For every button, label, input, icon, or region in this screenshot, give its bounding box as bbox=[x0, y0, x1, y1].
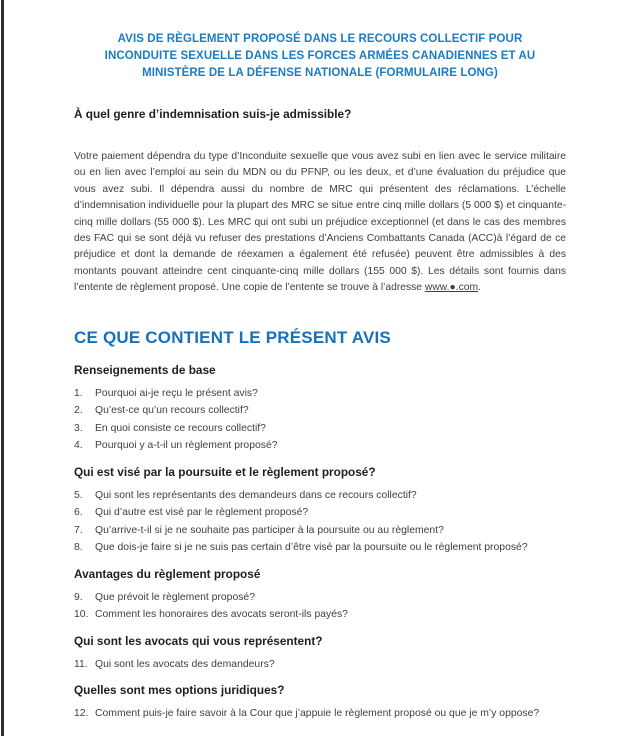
toc-section-heading-who-covered: Qui est visé par la poursuite et le règlement proposé? bbox=[74, 464, 376, 479]
toc-item-number: 2. bbox=[74, 405, 83, 417]
document-title bbox=[74, 31, 566, 82]
toc-item bbox=[74, 437, 566, 455]
page-left-edge-scan-line bbox=[1, 0, 4, 736]
toc-item-text: Qui d’autre est visé par le règlement proposé? bbox=[95, 507, 309, 519]
toc-heading: CE QUE CONTIENT LE PRÉSENT AVIS bbox=[74, 327, 391, 347]
toc-item-number: 12. bbox=[74, 708, 89, 720]
document-title-line-2: INCONDUITE SEXUELLE DANS LES FORCES ARMÉES CANADIENNES ET AU bbox=[104, 50, 536, 62]
toc-item bbox=[74, 522, 566, 540]
toc-item bbox=[74, 705, 566, 723]
toc-item bbox=[74, 656, 566, 674]
settlement-website-link[interactable]: www.●.com bbox=[424, 282, 479, 294]
toc-item-text: Que dois-je faire si je ne suis pas certain d’être visé par la poursuite ou le règlement proposé? bbox=[95, 542, 528, 554]
toc-section-heading-benefits: Avantages du règlement proposé bbox=[74, 566, 261, 581]
toc-list-basics bbox=[74, 385, 566, 455]
toc-item-number: 6. bbox=[74, 507, 83, 519]
toc-item bbox=[74, 589, 566, 607]
toc-item-text: Pourquoi ai-je reçu le présent avis? bbox=[95, 387, 258, 399]
toc-item bbox=[74, 420, 566, 438]
toc-item bbox=[74, 504, 566, 522]
toc-item-number: 5. bbox=[74, 489, 83, 501]
toc-item-text: Comment les honoraires des avocats seront-ils payés? bbox=[95, 609, 348, 621]
toc-section-heading-lawyers: Qui sont les avocats qui vous représentent? bbox=[74, 633, 323, 648]
toc-item-number: 7. bbox=[74, 524, 83, 536]
document-title-line-3: MINISTÈRE DE LA DÉFENSE NATIONALE (FORMULAIRE LONG) bbox=[142, 67, 498, 79]
toc-section-heading-legal-options: Quelles sont mes options juridiques? bbox=[74, 683, 285, 698]
eligibility-paragraph bbox=[74, 149, 566, 297]
toc-item-number: 8. bbox=[74, 542, 83, 554]
toc-item bbox=[74, 487, 566, 505]
toc-item-number: 9. bbox=[74, 591, 83, 603]
toc-section-heading-basics: Renseignements de base bbox=[74, 362, 216, 377]
toc-item-number: 1. bbox=[74, 387, 83, 399]
eligibility-heading: À quel genre d’indemnisation suis-je admissible? bbox=[74, 107, 352, 121]
eligibility-paragraph-text: Votre paiement dépendra du type d’Inconduite sexuelle que vous avez subi en lien avec le service militaire ou en lien avec l’emploi au sein du MDN ou du PFNP, ou les deux, et d’une évaluation du préjudice que vous avez subi. Il dépendra aussi du nombre de MRC qui présentent des réclamations. L’échelle d’indemnisation individuelle pour la plupart des MRC se situe entre cinq mille dollars (5 000 $) et cinquante-cinq mille dollars (55 000 $). Les MRC qui ont subi un préjudice exceptionnel (et dans le cas des membres des FAC qui se sont déjà vu refuser des prestations d’Anciens Combattants Canada (ACC)à l’égard de ce préjudice et dont la demande de réexamen a également été refusée) peuvent être admissibles à des montants pouvant atteindre cent cinquante-cinq mille dollars (155 000 $). Les détails sont fournis dans l’entente de règlement proposé. Une copie de l’entente se trouve à l’adresse bbox=[74, 151, 566, 294]
document-title-line-1: AVIS DE RÈGLEMENT PROPOSÉ DANS LE RECOURS COLLECTIF POUR bbox=[117, 33, 523, 45]
document-content bbox=[74, 0, 566, 723]
toc-item bbox=[74, 539, 566, 557]
toc-item-text: Qu’est-ce qu’un recours collectif? bbox=[95, 405, 249, 417]
toc-item-number: 11. bbox=[74, 658, 88, 670]
toc-item-text: Qu’arrive-t-il si je ne souhaite pas participer à la poursuite ou au règlement? bbox=[95, 524, 444, 536]
toc-item bbox=[74, 385, 566, 403]
toc-item-text: Comment puis-je faire savoir à la Cour que j’appuie le règlement proposé ou que je m’y oppose? bbox=[95, 708, 540, 720]
toc-list-who-covered bbox=[74, 487, 566, 557]
toc-list-benefits bbox=[74, 589, 566, 624]
toc-list-legal-options bbox=[74, 705, 566, 723]
toc-item-text: Qui sont les représentants des demandeurs dans ce recours collectif? bbox=[95, 489, 417, 501]
toc-item-text: Qui sont les avocats des demandeurs? bbox=[95, 658, 275, 670]
eligibility-paragraph-end: . bbox=[478, 282, 481, 294]
toc-item bbox=[74, 606, 566, 624]
toc-item-number: 10. bbox=[74, 609, 89, 621]
toc-item-number: 3. bbox=[74, 422, 83, 434]
toc-item-number: 4. bbox=[74, 440, 83, 452]
toc-item bbox=[74, 402, 566, 420]
toc-item-text: En quoi consiste ce recours collectif? bbox=[95, 422, 266, 434]
toc-item-text: Pourquoi y a-t-il un règlement proposé? bbox=[95, 440, 278, 452]
toc-list-lawyers bbox=[74, 656, 566, 674]
toc-item-text: Que prévoit le règlement proposé? bbox=[95, 591, 255, 603]
